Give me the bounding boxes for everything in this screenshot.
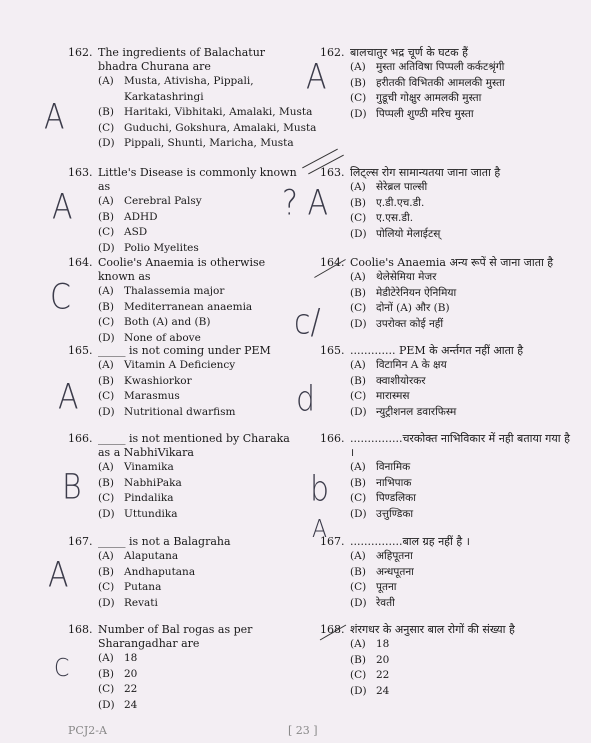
option-letter: (B): [350, 286, 366, 299]
option-text: Cerebral Palsy: [124, 195, 202, 207]
question-text: Number of Bal rogas as per Sharangadhar are: [98, 623, 253, 650]
option-text: 24: [124, 698, 138, 711]
option-letter: (B): [98, 565, 114, 578]
option-letter: (B): [350, 653, 366, 666]
answer-option: [350, 60, 570, 76]
question-text: _____ is not coming under PEM: [98, 344, 271, 357]
option-letter: (A): [98, 75, 114, 87]
handwritten-mark: A: [52, 187, 73, 228]
question-number: 164.: [320, 256, 345, 269]
option-text: 24: [376, 684, 390, 697]
option-letter: (A): [98, 195, 114, 207]
handwritten-mark: c/: [294, 302, 321, 343]
option-text: नाभिपाक: [376, 476, 412, 489]
page-number: [ 23 ]: [288, 724, 318, 737]
question-number: 165.: [320, 344, 345, 357]
question-text: शंरगधर के अनुसार बाल रोगों की संख्या है: [350, 623, 515, 636]
handwritten-mark: b: [310, 469, 330, 510]
answer-option: [98, 491, 298, 507]
option-text: ए.एस.डी.: [376, 212, 414, 225]
answer-option: [350, 653, 570, 669]
option-letter: (B): [350, 76, 366, 89]
answer-option: [98, 74, 298, 90]
option-text: ए.डी.एच.डी.: [376, 196, 425, 209]
option-letter: (A): [98, 550, 114, 562]
option-letter: (A): [98, 285, 114, 297]
option-text: उत्तुण्डिका: [376, 507, 414, 520]
option-letter: (C): [350, 302, 367, 315]
answer-option: [98, 651, 298, 667]
answer-option: [350, 358, 570, 374]
option-text: Musta, Ativisha, Pippali,: [124, 75, 254, 87]
answer-option: [350, 374, 570, 390]
option-text: NabhiPaka: [124, 476, 182, 489]
answer-option: [98, 194, 298, 210]
question-text: बालचातुर भद्र चूर्ण के घटक हैं: [350, 46, 468, 59]
answer-option: [350, 196, 570, 212]
question-text: ...............चरकोक्त नाभिविकार में नही बताया गया है ।: [350, 432, 570, 459]
answer-option: [98, 210, 298, 226]
option-text: अन्धपूतना: [376, 565, 414, 578]
option-text: मेडीटेरेनियन ऐनिमिया: [376, 286, 457, 299]
option-letter: (D): [98, 241, 115, 254]
paper-code: PCJ2-A: [68, 724, 107, 737]
answer-option: [350, 76, 570, 92]
option-letter: (A): [350, 550, 366, 562]
question-text: _____ is not mentioned by Charaka as a NabhiVikara: [98, 432, 290, 459]
option-letter: (D): [350, 405, 367, 418]
option-letter: (A): [350, 638, 366, 650]
option-text: Haritaki, Vibhitaki, Amalaki, Musta: [124, 106, 313, 119]
answer-option: [350, 286, 570, 302]
option-letter: (C): [350, 92, 367, 105]
option-letter: (B): [350, 374, 366, 387]
option-letter: (C): [98, 316, 115, 329]
option-text: Pindalika: [124, 492, 174, 505]
question-text: लिट्ल्स रोग सामान्यतया जाना जाता है: [350, 166, 501, 179]
question-block: [68, 535, 298, 611]
answer-option: [98, 549, 298, 565]
option-letter: (C): [350, 581, 367, 594]
question-block: [68, 432, 298, 522]
option-text: Revati: [124, 596, 158, 609]
answer-option: [350, 107, 570, 123]
answer-option: [98, 389, 298, 405]
answer-option: [350, 668, 570, 684]
answer-option: [98, 565, 298, 581]
option-letter: (D): [98, 507, 115, 520]
answer-option: [98, 476, 298, 492]
option-text: Karkatashringi: [124, 90, 204, 103]
question-number: 162.: [68, 46, 93, 59]
question-block: [68, 256, 298, 346]
option-letter: (A): [350, 359, 366, 371]
option-letter: (A): [98, 652, 114, 664]
option-text: Vinamika: [124, 461, 174, 473]
option-text: उपरोक्त कोई नहीं: [376, 317, 444, 330]
option-text: Nutritional dwarfism: [124, 405, 236, 418]
option-letter: (B): [98, 210, 114, 223]
option-text: Vitamin A Deficiency: [124, 359, 236, 371]
answer-option: [350, 684, 570, 700]
answer-option: [350, 91, 570, 107]
option-text: थेलेसेमिया मेजर: [376, 271, 437, 283]
question-block: [68, 623, 298, 713]
answer-option: [98, 300, 298, 316]
option-letter: (D): [350, 684, 367, 697]
question-text: Little's Disease is commonly known as: [98, 166, 297, 193]
answer-option: [98, 460, 298, 476]
answer-option: [98, 667, 298, 683]
option-letter: (D): [98, 137, 115, 150]
option-text: ADHD: [124, 210, 158, 223]
question-number: 168.: [320, 623, 345, 636]
answer-option: [98, 405, 298, 421]
option-text: पूतना: [376, 581, 397, 594]
option-letter: (D): [350, 596, 367, 609]
option-text: अहिपूतना: [376, 550, 413, 562]
option-text: Thalassemia major: [124, 285, 225, 297]
option-text: विटामिन A के क्षय: [376, 359, 447, 371]
question-block: [320, 623, 570, 699]
option-text: Putana: [124, 581, 162, 594]
handwritten-mark: A: [312, 515, 328, 544]
question-number: 167.: [320, 535, 345, 548]
answer-option: [350, 270, 570, 286]
option-text: पिप्पली शुण्ठी मरिच मुस्ता: [376, 107, 474, 120]
option-letter: (C): [98, 492, 115, 505]
option-text: गुडूची गोक्षुर आमलकी मुस्ता: [376, 92, 482, 105]
option-letter: (D): [98, 596, 115, 609]
option-text: विनामिक: [376, 461, 411, 473]
question-block: [68, 344, 298, 420]
question-block: [320, 344, 570, 420]
option-letter: (C): [350, 212, 367, 225]
option-letter: (B): [98, 476, 114, 489]
handwritten-mark: C: [54, 654, 70, 683]
option-letter: (A): [350, 61, 366, 73]
answer-option: [350, 389, 570, 405]
question-number: 166.: [68, 432, 93, 445]
question-number: 167.: [68, 535, 93, 548]
option-text: 20: [376, 653, 390, 666]
handwritten-mark: ? A: [282, 183, 328, 224]
answer-option: [350, 460, 570, 476]
option-letter: (C): [98, 121, 115, 134]
option-letter: (B): [350, 565, 366, 578]
answer-option: [98, 315, 298, 331]
handwritten-mark: A: [58, 377, 79, 418]
option-text: Alaputana: [124, 550, 179, 562]
answer-option: [350, 211, 570, 227]
question-number: 165.: [68, 344, 93, 357]
answer-option: [350, 580, 570, 596]
option-text: 18: [124, 652, 138, 664]
option-letter: (C): [350, 669, 367, 682]
option-letter: (B): [98, 106, 114, 119]
answer-option: [350, 565, 570, 581]
option-text: दोनों (A) और (B): [376, 302, 450, 315]
handwritten-mark: A: [48, 555, 69, 596]
option-text: None of above: [124, 331, 201, 344]
answer-option: [350, 227, 570, 243]
answer-option: [98, 105, 313, 121]
option-text: Kwashiorkor: [124, 374, 192, 387]
option-letter: (C): [98, 683, 115, 696]
question-number: 162.: [320, 46, 345, 59]
option-text: Marasmus: [124, 390, 180, 403]
option-text: न्युट्रीशनल डवारफिस्म: [376, 405, 457, 418]
option-letter: (A): [350, 461, 366, 473]
question-text: ............. PEM के अर्न्तगत नहीं आता है: [350, 344, 524, 357]
question-number: 168.: [68, 623, 93, 636]
option-letter: (D): [98, 405, 115, 418]
answer-option: [350, 180, 570, 196]
answer-option: [98, 225, 298, 241]
option-text: क्वाशीयोरकर: [376, 374, 426, 387]
option-text: 20: [124, 667, 138, 680]
option-letter: (A): [350, 271, 366, 283]
option-letter: (C): [98, 226, 115, 239]
handwritten-mark: B: [62, 467, 82, 508]
question-text: Coolie's Anaemia is otherwise known as: [98, 256, 266, 283]
question-block: [320, 432, 570, 522]
answer-option: [98, 682, 298, 698]
option-letter: (A): [98, 461, 114, 473]
option-letter: (D): [98, 331, 115, 344]
answer-option: [350, 549, 570, 565]
option-letter: (D): [350, 317, 367, 330]
handwritten-mark: C: [50, 277, 71, 318]
answer-option: [350, 301, 570, 317]
answer-option: [98, 136, 298, 152]
option-letter: (A): [98, 359, 114, 371]
handwritten-mark: A: [44, 97, 65, 138]
question-text: Coolie's Anaemia अन्य रूपें से जाना जाता है: [350, 256, 554, 269]
option-text: ASD: [124, 226, 148, 239]
option-text: Uttundika: [124, 507, 178, 520]
option-text: Andhaputana: [124, 565, 196, 578]
option-text: रेवती: [376, 596, 395, 609]
answer-option: [98, 284, 298, 300]
option-text: 22: [124, 683, 138, 696]
option-text: सेरेब्रल पाल्सी: [376, 181, 428, 193]
answer-option: [98, 241, 298, 257]
question-number: 163.: [68, 166, 93, 179]
answer-option: [350, 317, 570, 333]
option-text: Mediterranean anaemia: [124, 300, 253, 313]
option-letter: [98, 90, 124, 106]
answer-option: [350, 507, 570, 523]
question-block: [320, 166, 570, 242]
option-text: 22: [376, 669, 390, 682]
option-text: Guduchi, Gokshura, Amalaki, Musta: [124, 121, 317, 134]
option-text: पिण्डलिका: [376, 492, 416, 505]
option-letter: (B): [98, 300, 114, 313]
option-text: पोलियो मेलाईटस्: [376, 227, 441, 240]
answer-option: [98, 580, 298, 596]
answer-option: [98, 596, 298, 612]
answer-option: [350, 637, 570, 653]
answer-option: [350, 405, 570, 421]
question-number: 166.: [320, 432, 345, 445]
option-letter: (B): [98, 374, 114, 387]
option-letter: (D): [350, 107, 367, 120]
option-letter: (C): [350, 492, 367, 505]
option-letter: (C): [350, 390, 367, 403]
option-text: 18: [376, 638, 390, 650]
option-letter: (D): [98, 698, 115, 711]
option-text: Both (A) and (B): [124, 316, 211, 329]
question-block: [320, 535, 570, 611]
option-letter: (D): [350, 507, 367, 520]
handwritten-mark: A: [306, 57, 327, 98]
handwritten-mark: d: [296, 379, 316, 420]
question-text: ...............बाल ग्रह नहीं है ।: [350, 535, 470, 548]
option-text: Polio Myelites: [124, 241, 199, 254]
answer-option: [98, 121, 317, 137]
answer-option: [350, 476, 570, 492]
option-text: हरीतकी विभितकी आमलकी मुस्ता: [376, 76, 505, 89]
answer-option: [350, 596, 570, 612]
option-text: मुस्ता अतिविषा पिप्पली कर्कटश्रृंगी: [376, 61, 505, 73]
question-block: [68, 46, 317, 152]
answer-option: [98, 374, 298, 390]
option-letter: (C): [98, 581, 115, 594]
option-letter: (D): [350, 227, 367, 240]
answer-option: [98, 358, 298, 374]
option-text: मारास्मस: [376, 390, 410, 403]
question-text: The ingredients of Balachatur bhadra Churana are: [98, 46, 266, 73]
answer-option: [350, 491, 570, 507]
question-number: 163.: [320, 166, 345, 179]
question-text: _____ is not a Balagraha: [98, 535, 231, 548]
option-text: Pippali, Shunti, Maricha, Musta: [124, 137, 294, 150]
question-block: [320, 256, 570, 332]
answer-option: [98, 90, 298, 106]
question-block: [320, 46, 570, 122]
question-number: 164.: [68, 256, 93, 269]
option-letter: (B): [98, 667, 114, 680]
option-letter: (B): [350, 196, 366, 209]
option-letter: (A): [350, 181, 366, 193]
option-letter: (B): [350, 476, 366, 489]
question-block: [68, 166, 298, 256]
answer-option: [98, 698, 298, 714]
answer-option: [98, 507, 298, 523]
option-letter: (C): [98, 390, 115, 403]
